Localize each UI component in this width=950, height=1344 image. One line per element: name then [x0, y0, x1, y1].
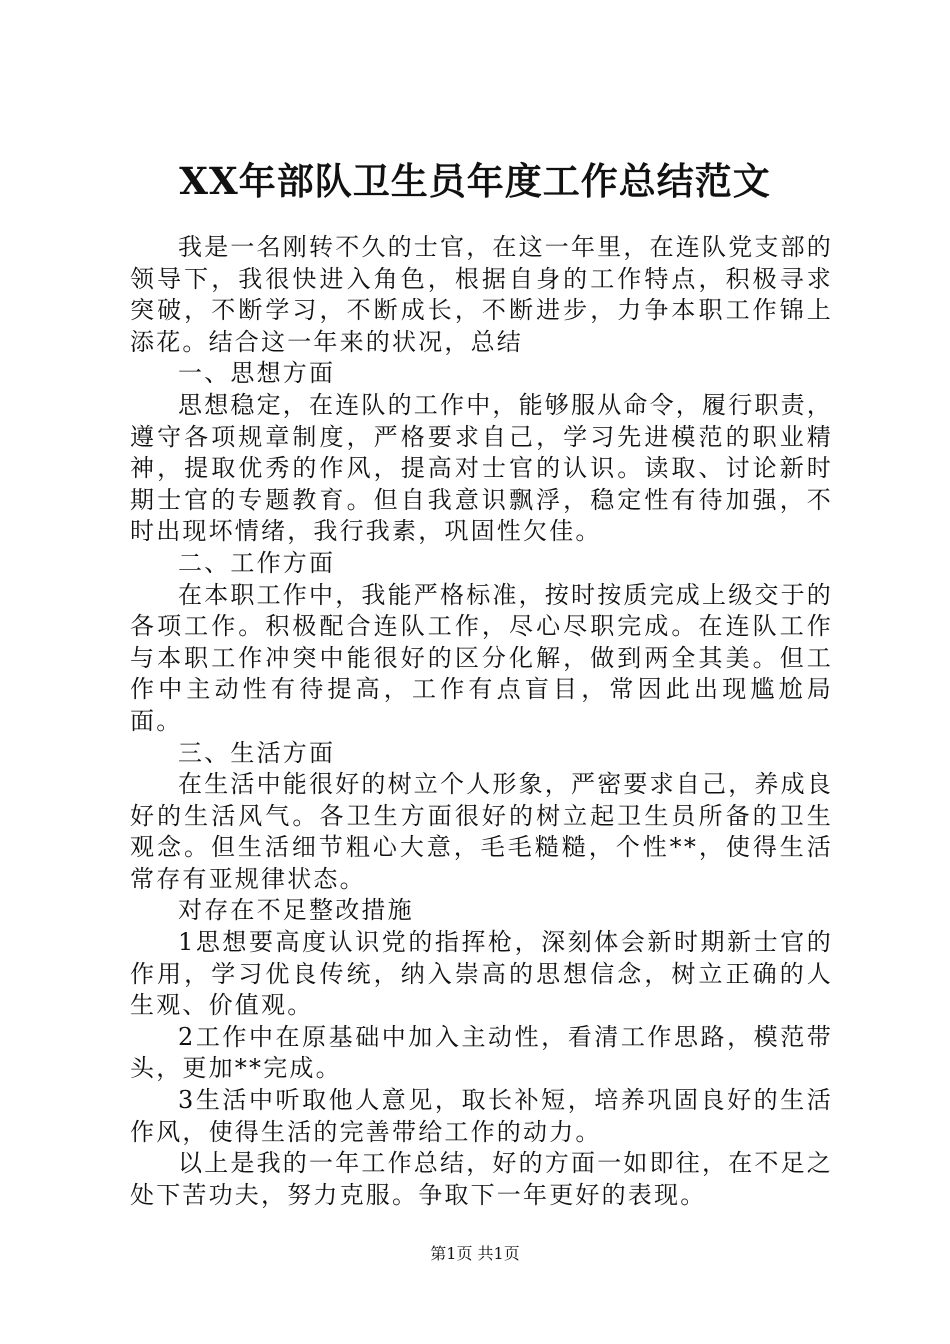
section-heading-life: 三、生活方面: [178, 738, 336, 767]
document-title: XX年部队卫生员年度工作总结范文: [179, 159, 771, 203]
section-heading-work: 二、工作方面: [178, 548, 336, 577]
paragraph-measure-3: 3生活中听取他人意见，取长补短，培养巩固良好的生活作风，使得生活的完善带给工作的动力。: [130, 1086, 833, 1146]
paragraph-measure-1: 1思想要高度认识党的指挥枪，深刻体会新时期新士官的作用，学习优良传统，纳入崇高的思想信念，树立正确的人生观、价值观。: [130, 928, 833, 1020]
paragraph-work: 在本职工作中，我能严格标准，按时按质完成上级交于的各项工作。积极配合连队工作，尽心尽职完成。在连队工作与本职工作冲突中能很好的区分化解，做到两全其美。但工作中主动性有待提高，工作有点盲目，常因此出现尴尬局面。: [130, 580, 833, 735]
document-body: [130, 232, 833, 1211]
paragraph-life: 在生活中能很好的树立个人形象，严密要求自己，养成良好的生活风气。各卫生方面很好的树立起卫生员所备的卫生观念。但生活细节粗心大意，毛毛糙糙，个性**，使得生活常存有亚规律状态。: [130, 770, 833, 893]
section-heading-thought: 一、思想方面: [178, 359, 336, 388]
page-number: 第1页 共1页: [430, 1244, 520, 1263]
section-heading-measures: 对存在不足整改措施: [178, 896, 414, 925]
paragraph-measure-2: 2工作中在原基础中加入主动性，看清工作思路，模范带头，更加**完成。: [130, 1022, 833, 1083]
paragraph-conclusion: 以上是我的一年工作总结，好的方面一如即往，在不足之处下苦功夫，努力克服。争取下一年更好的表现。: [130, 1149, 833, 1209]
paragraph-intro: 我是一名刚转不久的士官，在这一年里，在连队党支部的领导下，我很快进入角色，根据自身的工作特点，积极寻求突破，不断学习，不断成长，不断进步，力争本职工作锦上添花。结合这一年来的状况，总结: [130, 233, 833, 356]
paragraph-thought: 思想稳定，在连队的工作中，能够服从命令，履行职责，遵守各项规章制度，严格要求自己，学习先进模范的职业精神，提取优秀的作风，提高对士官的认识。读取、讨论新时期士官的专题教育。但自我意识飘浮，稳定性有待加强，不时出现坏情绪，我行我素，巩固性欠佳。: [130, 390, 833, 546]
